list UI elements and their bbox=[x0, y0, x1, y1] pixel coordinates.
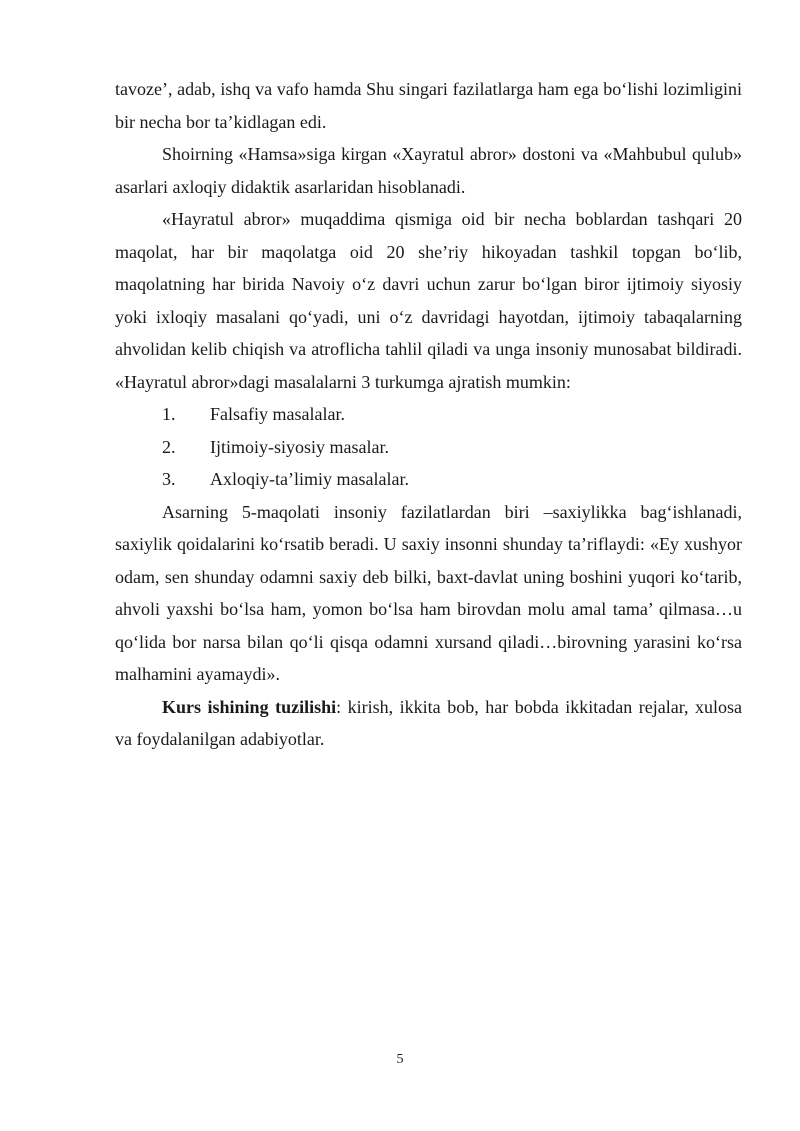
page-number: 5 bbox=[396, 1052, 404, 1067]
list-item-number: 3. bbox=[162, 469, 176, 489]
paragraph-5 bbox=[115, 691, 742, 756]
list-item bbox=[115, 463, 742, 496]
page-content bbox=[115, 73, 742, 756]
paragraph-4: Asarning 5-maqolati insoniy fazilatlardan biri –saxiylikka bag‘ishlanadi, saxiylik qoidalarini ko‘rsatib beradi. U saxiy insonni shunday ta’riflaydi: «Ey xushyor odam, sen shunday odamni saxiy deb bilki, baxt-davlat uning boshini yuqori ko‘tarib, ahvoli yaxshi bo‘lsa ham, yomon bo‘lsa ham birovdan molu amal tama’ qilmasa…u qo‘lida bor narsa bilan qo‘li qisqa odamni xursand qiladi…birovning yarasini ko‘rsa malhamini ayamaydi». bbox=[115, 501, 742, 684]
numbered-list bbox=[115, 398, 742, 496]
list-item-number: 2. bbox=[162, 436, 176, 457]
list-item-number: 1. bbox=[162, 404, 176, 424]
list-item bbox=[115, 398, 742, 431]
paragraph-3: «Hayratul abror» muqaddima qismiga oid bir necha boblardan tashqari 20 maqolat, har bir maqolatga oid 20 she’riy hikoyadan tashkil topgan bo‘lib, maqolatning har birida Navoiy o‘z davri uchun zarur bo‘lgan biror ijtimoiy siyosiy yoki ixloqiy masalani qo‘yadi, uni o‘z davridagi hayotdan, ijtimoiy tabaqalarning ahvolidan kelib chiqish va atroflicha tahlil qiladi va unga insoniy munosabat bildiradi. «Hayratul abror»dagi masalalarni 3 turkumga ajratish mumkin: bbox=[115, 209, 742, 392]
list-item-text: Falsafiy masalalar. bbox=[210, 404, 345, 424]
list-item-text: Ijtimoiy-siyosiy masalar. bbox=[210, 436, 389, 457]
list-item bbox=[115, 431, 742, 464]
structure-heading: Kurs ishining tuzilishi bbox=[162, 696, 337, 717]
list-item-text: Axloqiy-ta’limiy masalalar. bbox=[210, 469, 409, 489]
paragraph-1: tavoze’, adab, ishq va vafo hamda Shu singari fazilatlarga ham ega bo‘lishi lozimligini bir necha bor ta’kidlagan edi. bbox=[115, 79, 742, 132]
structure-text: : kirish, ikkita bob, har bobda ikkitadan rejalar, xulosa va foydalanilgan adabiyotlar. bbox=[115, 696, 743, 749]
paragraph-2: Shoirning «Hamsa»siga kirgan «Xayratul abror» dostoni va «Mahbubul qulub» asarlari axloqiy didaktik asarlaridan hisoblanadi. bbox=[115, 144, 742, 197]
